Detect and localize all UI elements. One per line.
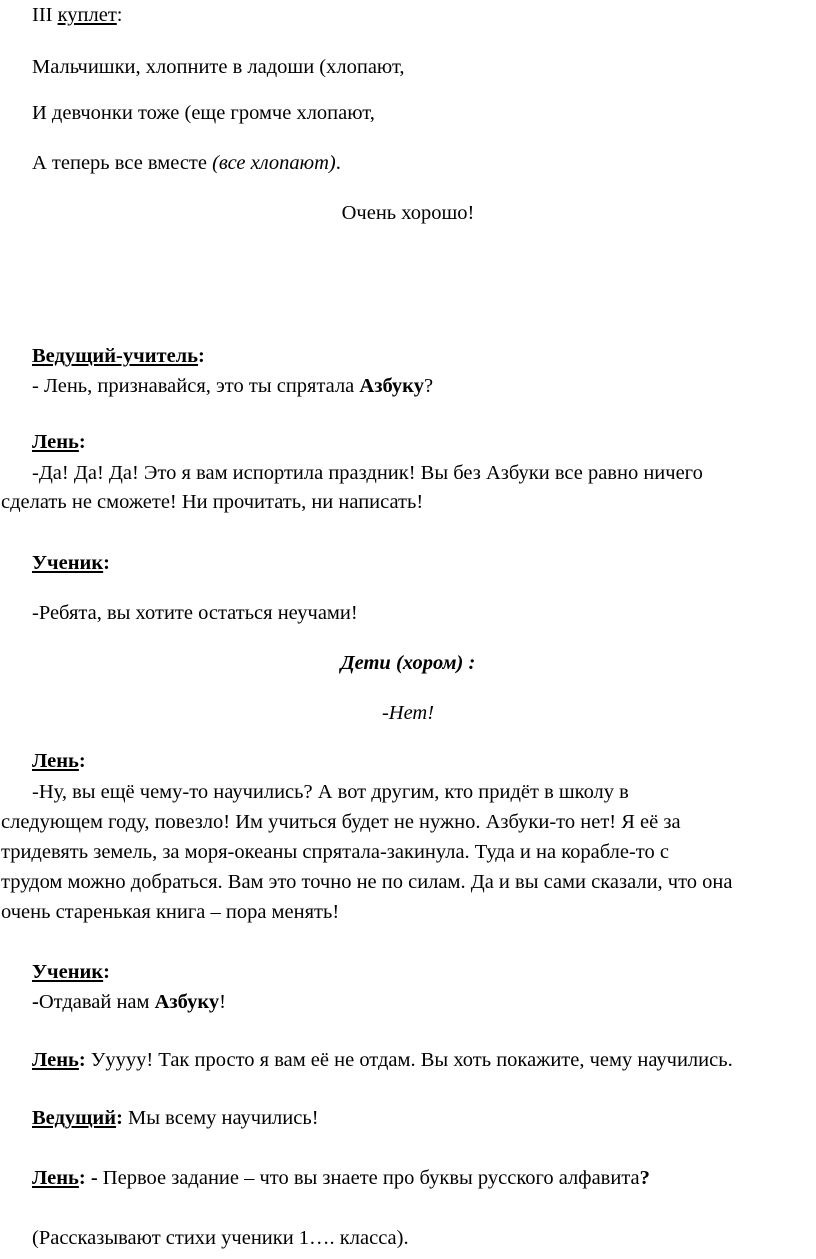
verse-line-1: Мальчишки, хлопните в ладоши (хлопают, — [32, 56, 405, 78]
speaker-student-1: Ученик: — [32, 552, 110, 574]
student1-line: -Ребята, вы хотите остаться неучами! — [32, 602, 358, 624]
len2-line-4: трудом можно добраться. Вам это точно не по силам. Да и вы сами сказали, что она — [1, 871, 733, 893]
len1-line-2: сделать не сможете! Ни прочитать, ни написать! — [1, 491, 424, 513]
speaker-len-1: Лень: — [32, 431, 86, 453]
len2-line-1: -Ну, вы ещё чему-то научились? А вот другим, кто придёт в школу в — [32, 781, 629, 803]
verse-line-2: И девчонки тоже (еще громче хлопают, — [32, 102, 375, 124]
speaker-teacher: Ведущий-учитель: — [32, 345, 205, 367]
children-reply: -Нет! — [381, 702, 435, 724]
len4-line: Лень: - Первое задание – что вы знаете про буквы русского алфавита? — [32, 1167, 650, 1189]
speaker-host: Ведущий — [32, 1107, 117, 1129]
len2-line-2: следующем году, повезло! Им учиться будет не нужно. Азбуки-то нет! Я её за — [1, 811, 681, 833]
verse-line-3: А теперь все вместе (все хлопают). — [32, 152, 341, 174]
student2-line: -Отдавай нам Азбуку! — [32, 991, 226, 1013]
speaker-children: Дети (хором) : — [340, 652, 476, 674]
final-line: (Рассказывают стихи ученики 1…. класса). — [32, 1227, 409, 1249]
len3-line: Лень: Ууууу! Так просто я вам её не отдам. Вы хоть покажите, чему научились. — [32, 1049, 733, 1071]
host-line: Ведущий: Мы всему научились! — [32, 1107, 319, 1129]
speaker-len-2: Лень: — [32, 750, 86, 772]
speaker-student-2: Ученик: — [32, 961, 110, 983]
speaker-len-3: Лень — [32, 1049, 79, 1071]
speaker-len-4: Лень — [32, 1167, 79, 1189]
len2-line-5: очень старенькая книга – пора менять! — [1, 901, 340, 923]
verse-label: III куплет: — [32, 4, 123, 26]
teacher-line: - Лень, признавайся, это ты спрятала Азбуку? — [32, 375, 434, 397]
verse-closing: Очень хорошо! — [341, 202, 475, 224]
len2-line-3: тридевять земель, за моря-океаны спрятала-закинула. Туда и на корабле-то с — [1, 841, 669, 863]
len1-line-1: -Да! Да! Да! Это я вам испортила праздник! Вы без Азбуки все равно ничего — [32, 462, 703, 484]
